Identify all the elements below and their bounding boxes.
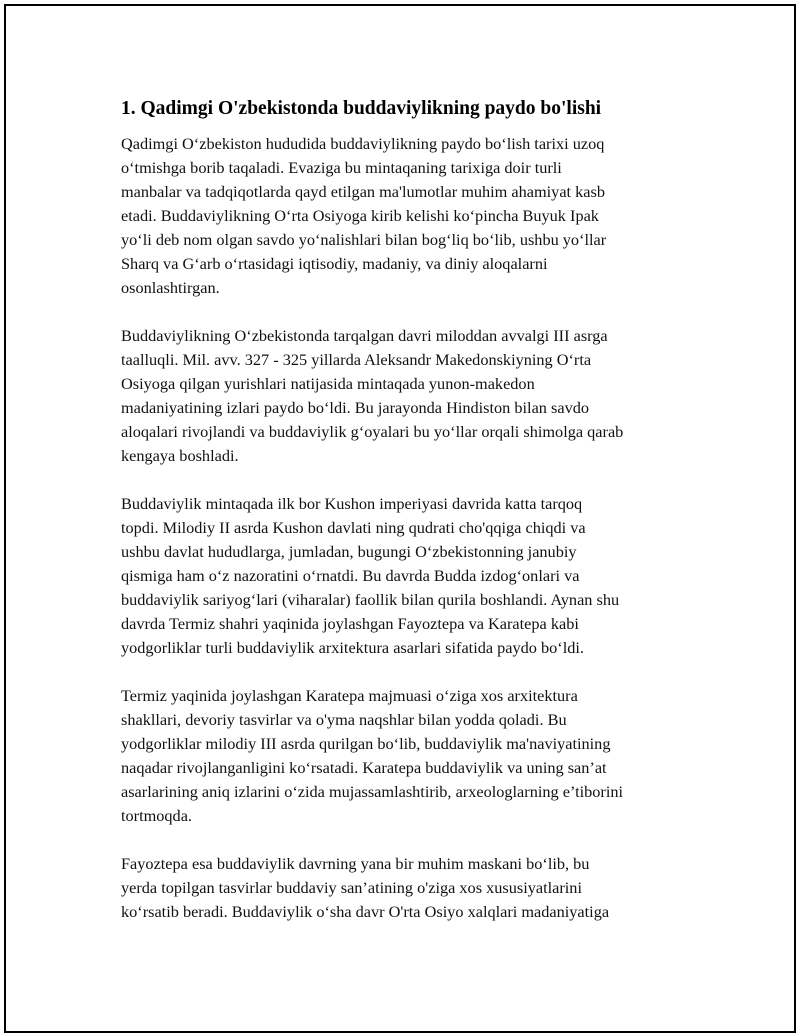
text-line: naqadar rivojlanganligini ko‘rsatadi. Karatepa buddaviylik va uning san’at [121, 758, 607, 777]
text-line: yerda topilgan tasvirlar buddaviy san’atining o'ziga xos xususiyatlarini [121, 878, 582, 897]
text-line: yo‘li deb nom olgan savdo yo‘nalishlari bilan bog‘liq bo‘lib, ushbu yo‘llar [121, 230, 607, 249]
text-line: yodgorliklar turli buddaviylik arxitektura asarlari sifatida paydo bo‘ldi. [121, 638, 584, 657]
text-line: osonlashtirgan. [121, 278, 220, 297]
text-line: Osiyoga qilgan yurishlari natijasida mintaqada yunon-makedon [121, 374, 535, 393]
text-line: madaniyatining izlari paydo bo‘ldi. Bu jarayonda Hindiston bilan savdo [121, 398, 589, 417]
text-line: shakllari, devoriy tasvirlar va o'yma naqshlar bilan yodda qoladi. Bu [121, 710, 567, 729]
page-frame [4, 4, 796, 1033]
document-body [121, 96, 701, 948]
text-line: topdi. Milodiy II asrda Kushon davlati ning qudrati cho'qqiga chiqdi va [121, 518, 586, 537]
text-line: o‘tmishga borib taqaladi. Evaziga bu mintaqaning tarixiga doir turli [121, 158, 562, 177]
text-line: qismiga ham o‘z nazoratini o‘rnatdi. Bu davrda Budda izdog‘onlari va [121, 566, 580, 585]
text-line: tortmoqda. [121, 806, 192, 825]
paragraph [121, 324, 701, 468]
text-line: Buddaviylik mintaqada ilk bor Kushon imperiyasi davrida katta tarqoq [121, 494, 583, 513]
text-line: manbalar va tadqiqotlarda qayd etilgan ma'lumotlar muhim ahamiyat kasb [121, 182, 605, 201]
text-line: davrda Termiz shahri yaqinida joylashgan Fayoztepa va Karatepa kabi [121, 614, 579, 633]
text-line: aloqalari rivojlandi va buddaviylik g‘oyalari bu yo‘llar orqali shimolga qarab [121, 422, 624, 441]
text-line: Fayoztepa esa buddaviylik davrning yana bir muhim maskani bo‘lib, bu [121, 854, 590, 873]
paragraph [121, 852, 701, 924]
text-line: yodgorliklar milodiy III asrda qurilgan bo‘lib, buddaviylik ma'naviyatining [121, 734, 611, 753]
text-line: asarlarining aniq izlarini o‘zida mujassamlashtirib, arxeologlarning e’tiborini [121, 782, 624, 801]
text-line: taalluqli. Mil. avv. 327 - 325 yillarda Aleksandr Makedonskiyning O‘rta [121, 350, 592, 369]
paragraph [121, 492, 701, 660]
text-line: ushbu davlat hududlarga, jumladan, bugungi O‘zbekistonning janubiy [121, 542, 577, 561]
text-line: buddaviylik sariyog‘lari (viharalar) faollik bilan qurila boshlandi. Aynan shu [121, 590, 620, 609]
text-line: Buddaviylikning O‘zbekistonda tarqalgan davri miloddan avvalgi III asrga [121, 326, 608, 345]
paragraph [121, 132, 701, 300]
text-line: Sharq va G‘arb o‘rtasidagi iqtisodiy, madaniy, va diniy aloqalarni [121, 254, 548, 273]
text-line: kengaya boshladi. [121, 446, 239, 465]
text-line: Qadimgi O‘zbekiston hududida buddaviylikning paydo bo‘lish tarixi uzoq [121, 134, 605, 153]
section-heading: 1. Qadimgi O'zbekistonda buddaviylikning paydo bo'lishi [121, 98, 602, 119]
text-line: Termiz yaqinida joylashgan Karatepa majmuasi o‘ziga xos arxitektura [121, 686, 578, 705]
text-line: etadi. Buddaviylikning O‘rta Osiyoga kirib kelishi ko‘pincha Buyuk Ipak [121, 206, 599, 225]
text-line: ko‘rsatib beradi. Buddaviylik o‘sha davr O'rta Osiyo xalqlari madaniyatiga [121, 902, 610, 921]
paragraph [121, 684, 701, 828]
